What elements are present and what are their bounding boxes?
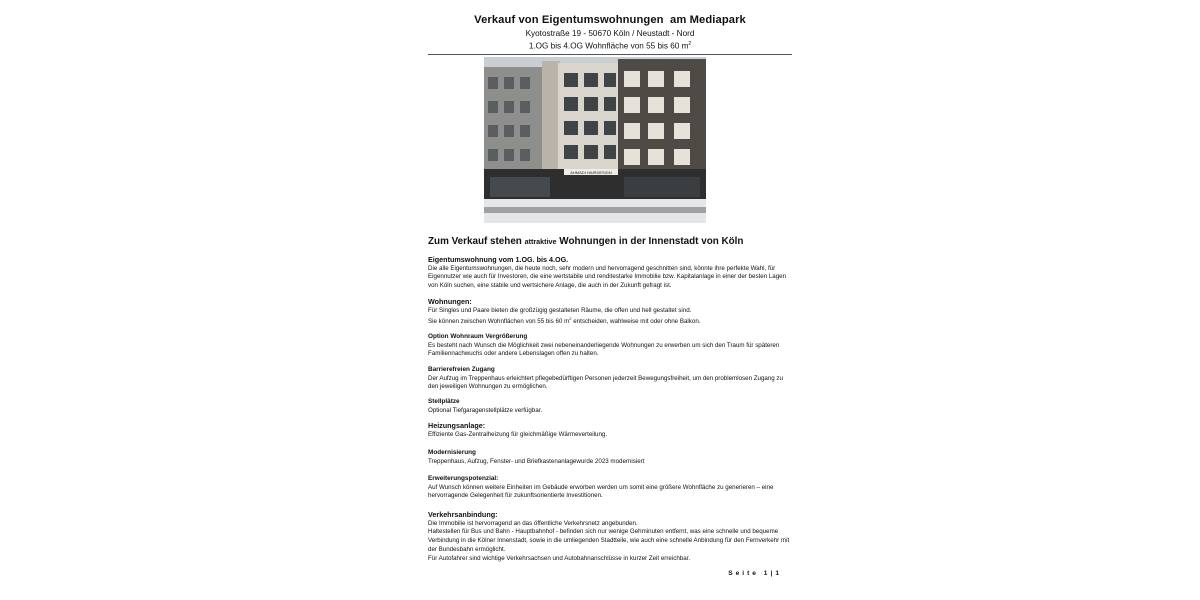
- section-label: Barrierefreien Zugang: [428, 366, 495, 373]
- main-headline: Zum Verkauf stehen attraktive Wohnungen in der Innenstadt von Köln: [428, 236, 744, 247]
- section-text: Optional Tiefgaragenstellplätze verfügbar.: [428, 406, 543, 414]
- section-text-3: Für Autofahrer sind wichtige Verkehrsachsen und Autobahnanschlüsse in kurzer Zeit erreichbar.: [428, 554, 691, 562]
- section-text: Die alle Eigentumswohnungen, die heute noch, sehr modern und hervorragend geschnitten sind, könnte ihre perfekte Wahl, für Eigennutzer wie auch für Investoren, die eine wertstabile und renditestarke Immobilie bzw. Kapitalanlage in einer der besten Lagen von Köln suchen, eine stabile und wertsichere Anlage, die auch in der Zukunft gefragt ist.: [428, 264, 787, 290]
- section-text-2: Haltestellen für Bus und Bahn - Hauptbahnhof - befinden sich nur wenige Gehminuten entfernt, was eine schnelle und bequeme Verbindung in die Kölner Innenstadt, sowie in die umliegenden Stadtteile, wie auch eine schnelle Anbindung für den Fernverkehr mit der Bundesbahn ermöglicht.: [428, 528, 790, 553]
- section-label: Heizungsanlage:: [428, 421, 486, 430]
- building-photo: [484, 57, 706, 223]
- section-eigentum: [428, 256, 792, 291]
- section-stellplaetze: [428, 398, 792, 415]
- address-line: Kyotostraße 19 - 50670 Köln / Neustadt - Nord: [525, 29, 695, 38]
- header-divider: [428, 54, 792, 55]
- section-label: Option Wohnraum Vergrößerung: [428, 333, 528, 340]
- svg-text:AHMADI HAIRDESIGN: AHMADI HAIRDESIGN: [570, 170, 612, 175]
- section-label: Verkehrsanbindung:: [428, 510, 498, 519]
- section-heizung: [428, 422, 792, 439]
- document-title: Verkauf von Eigentumswohnungen am Mediapark: [474, 14, 746, 26]
- section-verkehr: [428, 511, 792, 563]
- section-text: Für Singles und Paare bieten die großzügig gestalteten Räume, die offen und hell gestaltet sind.: [428, 306, 692, 314]
- section-label: Eigentumswohnung vom 1.OG. bis 4.OG.: [428, 255, 569, 264]
- section-text: Treppenhaus, Aufzug, Fenster- und Briefkastenanlagewurde 2023 modernisiert: [428, 457, 645, 465]
- floors-area-line: 1.OG bis 4.OG Wohnfläche von 55 bis 60 $m^2$: [528, 41, 692, 51]
- section-text: Der Aufzug im Treppenhaus erleichtert pflegebedürftigen Personen jederzeit Bewegungsfreiheit, um den problemlosen Zugang zu den jeweiligen Wohnungen zu ermöglichen.: [428, 374, 783, 391]
- section-text: Es besteht nach Wunsch die Möglichkeit zwei nebeneinanderliegende Wohnungen zu erwerben um sich den Traum für späteren Familiennachwuchs oder andere Lebenslagen offen zu halten.: [428, 341, 780, 358]
- section-text-2: Sie können zwischen Wohnflächen von 55 bis 60 $m^2$ entscheiden, wahlweise mit oder ohne Balkon.: [428, 316, 701, 326]
- section-barriere: [428, 366, 792, 392]
- section-wohnungen: [428, 298, 792, 327]
- section-text: Auf Wunsch können weitere Einheiten im Gebäude erworben werden um somit eine größere Wohnfläche zu generieren – eine hervorragende Gelegenheit für zukunftsorientierte Investitionen.: [428, 483, 774, 500]
- page-number: Seite 1|1: [728, 570, 782, 577]
- section-text: Die Immobilie ist hervorragend an das öffentliche Verkehrsnetz angebunden.: [428, 519, 638, 527]
- section-label: Stellplätze: [428, 398, 460, 405]
- section-label: Modernisierung: [428, 449, 476, 456]
- section-text: Effiziente Gas-Zentralheizung für gleichmäßige Wärmeverteilung.: [428, 430, 608, 438]
- section-label: Erweiterungspotenzial:: [428, 475, 499, 482]
- section-erweiterung: [428, 475, 792, 501]
- section-option: [428, 333, 792, 359]
- section-modernisierung: [428, 449, 792, 466]
- section-label: Wohnungen:: [428, 297, 472, 306]
